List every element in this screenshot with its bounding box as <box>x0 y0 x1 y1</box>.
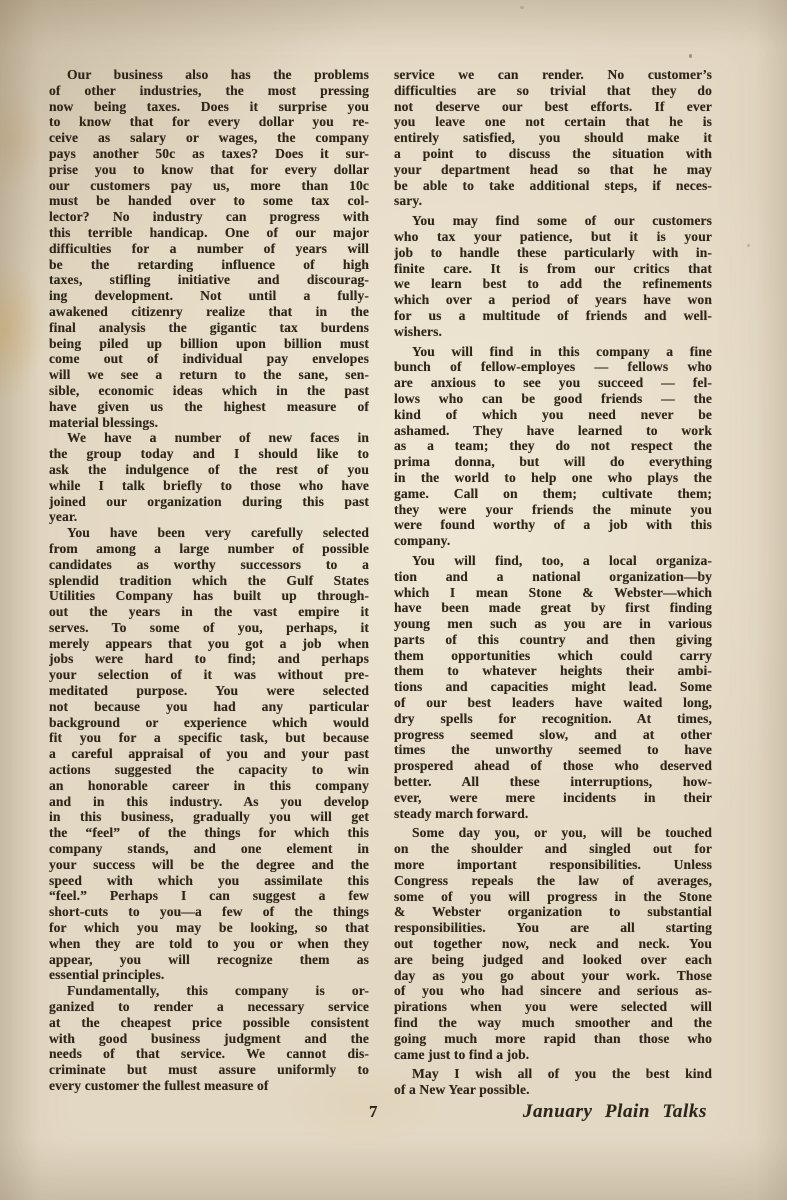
text-line: Some day you, or you, will be touched <box>412 825 712 841</box>
text-line: merely appears that you got a job when <box>49 635 369 651</box>
text-line: as a team; they do not respect the <box>394 438 712 454</box>
text-line: of other industries, the most pressing <box>49 82 369 98</box>
text-line: the “feel” of the things for which this <box>49 825 369 841</box>
text-line: times the unworthy seemed to have <box>394 742 712 758</box>
paper-speck <box>747 244 750 247</box>
text-line: of a New Year possible. <box>394 1082 530 1098</box>
text-line: parts of this country and then giving <box>394 631 712 647</box>
text-line: Congress repeals the law of averages, <box>394 872 712 888</box>
text-line: difficulties are so trivial that they do <box>394 82 712 98</box>
text-line: must be handed over to some tax col- <box>49 193 369 209</box>
text-line: come out of individual pay envelopes <box>49 351 369 367</box>
text-line: splendid tradition which the Gulf States <box>49 572 369 588</box>
paragraph <box>394 1066 712 1098</box>
text-line: not deserve our best efforts. If ever <box>394 98 712 114</box>
text-line: your department head so that he may <box>394 161 712 177</box>
text-line: You will find in this company a fine <box>412 343 712 359</box>
text-line: a point to discuss the situation with <box>394 145 712 161</box>
text-line: your success will be the degree and the <box>49 856 369 872</box>
text-line: criminate but must assure uniformly to <box>49 1062 369 1078</box>
text-line: You have been very carefully selected <box>67 525 369 541</box>
text-line: Our business also has the problems <box>67 67 369 82</box>
text-line: them opportunities which could carry <box>394 647 712 663</box>
text-line: We have a number of new faces in <box>67 430 369 446</box>
text-line: tion and a national organization—by <box>394 568 712 584</box>
text-line: of our best leaders have waited long, <box>394 695 712 711</box>
text-line: ceive as salary or wages, the company <box>49 130 369 146</box>
paragraph <box>49 67 369 430</box>
text-line: ganized to render a necessary service <box>49 999 369 1015</box>
text-line: were found worthy of a job with this <box>394 517 712 533</box>
text-line: “feel.” Perhaps I can suggest a few <box>49 888 369 904</box>
text-line: responsibilities. You are all starting <box>394 920 712 936</box>
text-line: pirations when you were selected will <box>394 999 712 1015</box>
text-line: out the years in the vast empire it <box>49 604 369 620</box>
text-line: company stands, and one element in <box>49 841 369 857</box>
text-line: candidates as worthy successors to a <box>49 556 369 572</box>
column-left <box>49 67 369 1094</box>
text-line: which I mean Stone & Webster—which <box>394 584 712 600</box>
text-line: this terrible handicap. One of our major <box>49 224 369 240</box>
text-line: entirely satisfied, you should make it <box>394 130 712 146</box>
text-line: finite care. It is from our critics that <box>394 260 712 276</box>
text-line: needs of that service. We cannot dis- <box>49 1046 369 1062</box>
text-line: essential principles. <box>49 967 165 983</box>
text-line: pays another 50c as taxes? Does it sur- <box>49 145 369 161</box>
text-line: some of you will progress in the Stone <box>394 888 712 904</box>
text-line: while I talk briefly to those who have <box>49 477 369 493</box>
text-line: difficulties for a number of years will <box>49 240 369 256</box>
text-line: tions and capacities might lead. Some <box>394 679 712 695</box>
text-line: for which you may be looking, so that <box>49 920 369 936</box>
text-line: ing development. Not until a fully- <box>49 288 369 304</box>
text-line: short-cuts to you—a few of the things <box>49 904 369 920</box>
text-line: appear, you will recognize them as <box>49 951 369 967</box>
text-line: You may find some of our customers <box>412 213 712 229</box>
text-line: we learn best to add the refinements <box>394 276 712 292</box>
text-line: bunch of fellow-employes — fellows who <box>394 359 712 375</box>
text-line: in the world to help one who plays the <box>394 469 712 485</box>
text-line: sible, economic ideas which in the past <box>49 382 369 398</box>
text-line: the group today and I should like to <box>49 446 369 462</box>
text-line: Fundamentally, this company is or- <box>67 983 369 999</box>
text-line: and in this industry. As you develop <box>49 793 369 809</box>
text-line: You will find, too, a local organiza- <box>412 552 712 568</box>
text-line: when they are told to you or when they <box>49 935 369 951</box>
text-line: with good business judgment and the <box>49 1030 369 1046</box>
text-line: sary. <box>394 193 423 209</box>
text-line: in this business, gradually you will get <box>49 809 369 825</box>
text-line: lector? No industry can progress with <box>49 209 369 225</box>
text-line: to know that for every dollar you re- <box>49 114 369 130</box>
text-line: final analysis the gigantic tax burdens <box>49 319 369 335</box>
text-line: joined our organization during this past <box>49 493 369 509</box>
text-line: ever, were mere incidents in their <box>394 789 712 805</box>
text-line: steady march forward. <box>394 805 529 821</box>
text-line: serves. To some of you, perhaps, it <box>49 619 369 635</box>
text-line: taxes, stifling initiative and discourag- <box>49 272 369 288</box>
text-line: progress seemed slow, and at other <box>394 726 712 742</box>
text-line: material blessings. <box>49 414 159 430</box>
text-line: service we can render. No customer’s <box>394 67 712 82</box>
text-line: them to whatever heights their ambi- <box>394 663 712 679</box>
paragraph <box>49 430 369 525</box>
text-line: every customer the fullest measure of <box>49 1078 269 1093</box>
text-line: kind of which you need never be <box>394 406 712 422</box>
text-line: more important responsibilities. Unless <box>394 857 712 873</box>
text-line: our customers pay us, more than 10c <box>49 177 369 193</box>
text-line: year. <box>49 509 78 525</box>
paragraph <box>49 525 369 983</box>
text-line: young men such as you are in various <box>394 616 712 632</box>
text-line: prospered ahead of those who deserved <box>394 758 712 774</box>
text-line: being piled up billion upon billion must <box>49 335 369 351</box>
text-line: out together now, neck and neck. You <box>394 936 712 952</box>
text-line: from among a large number of possible <box>49 540 369 556</box>
text-line: they were your friends the minute you <box>394 501 712 517</box>
text-line: fit you for a specific task, but because <box>49 730 369 746</box>
text-line: dry spells for recognition. At times, <box>394 710 712 726</box>
text-line: be the retarding influence of high <box>49 256 369 272</box>
text-line: find the way much smoother and the <box>394 1015 712 1031</box>
paragraph <box>394 825 712 1062</box>
column-right <box>394 67 712 1098</box>
text-line: on the shoulder and singled out for <box>394 841 712 857</box>
paragraph <box>394 553 712 822</box>
text-line: be able to take additional steps, if neces- <box>394 177 712 193</box>
text-line: an honorable career in this company <box>49 777 369 793</box>
text-line: prise you to know that for every dollar <box>49 161 369 177</box>
text-line: job to handle these particularly with in- <box>394 244 712 260</box>
text-line: of you who had sincere and serious as- <box>394 983 712 999</box>
text-line: May I wish all of you the best kind <box>412 1066 712 1082</box>
paragraph <box>49 983 369 1094</box>
text-line: & Webster organization to substantial <box>394 904 712 920</box>
text-line: came just to find a job. <box>394 1046 530 1062</box>
paragraph <box>394 67 712 209</box>
paragraph <box>394 344 712 549</box>
text-line: company. <box>394 533 451 549</box>
text-line: awakened citizenry realize that in the <box>49 303 369 319</box>
text-line: you leave one not certain that he is <box>394 114 712 130</box>
text-line: for us a multitude of friends and well- <box>394 307 712 323</box>
text-line: meditated purpose. You were selected <box>49 683 369 699</box>
text-line: will we see a return to the sane, sen- <box>49 367 369 383</box>
text-line: lows who can be good friends — the <box>394 390 712 406</box>
text-line: prima donna, but will do everything <box>394 454 712 470</box>
text-line: who tax your patience, but it is your <box>394 228 712 244</box>
text-line: jobs were hard to find; and perhaps <box>49 651 369 667</box>
paragraph <box>394 213 712 339</box>
text-line: are anxious to see you succeed — fel- <box>394 375 712 391</box>
text-line: not because you had any particular <box>49 698 369 714</box>
text-line: have been made great by first finding <box>394 600 712 616</box>
text-line: speed with which you assimilate this <box>49 872 369 888</box>
text-line: better. All these interruptions, how- <box>394 774 712 790</box>
text-line: game. Call on them; cultivate them; <box>394 485 712 501</box>
paper-speck <box>520 6 524 9</box>
text-line: Utilities Company has built up through- <box>49 588 369 604</box>
text-line: ashamed. They have learned to work <box>394 422 712 438</box>
text-line: day as you go about your work. Those <box>394 967 712 983</box>
text-line: background or experience which would <box>49 714 369 730</box>
page-number: 7 <box>369 1102 378 1121</box>
text-line: now being taxes. Does it surprise you <box>49 98 369 114</box>
text-line: wishers. <box>394 323 442 339</box>
text-line: which over a period of years have won <box>394 292 712 308</box>
text-line: a careful appraisal of you and your past <box>49 746 369 762</box>
text-line: have given us the highest measure of <box>49 398 369 414</box>
text-line: are being judged and looked over each <box>394 951 712 967</box>
text-line: actions suggested the capacity to win <box>49 762 369 778</box>
text-line: at the cheapest price possible consistent <box>49 1014 369 1030</box>
text-line: ask the indulgence of the rest of you <box>49 461 369 477</box>
text-line: going much more rapid than those who <box>394 1030 712 1046</box>
paper-speck <box>689 54 692 58</box>
text-line: your selection of it was without pre- <box>49 667 369 683</box>
footer-title: January Plain Talks <box>522 1101 707 1122</box>
